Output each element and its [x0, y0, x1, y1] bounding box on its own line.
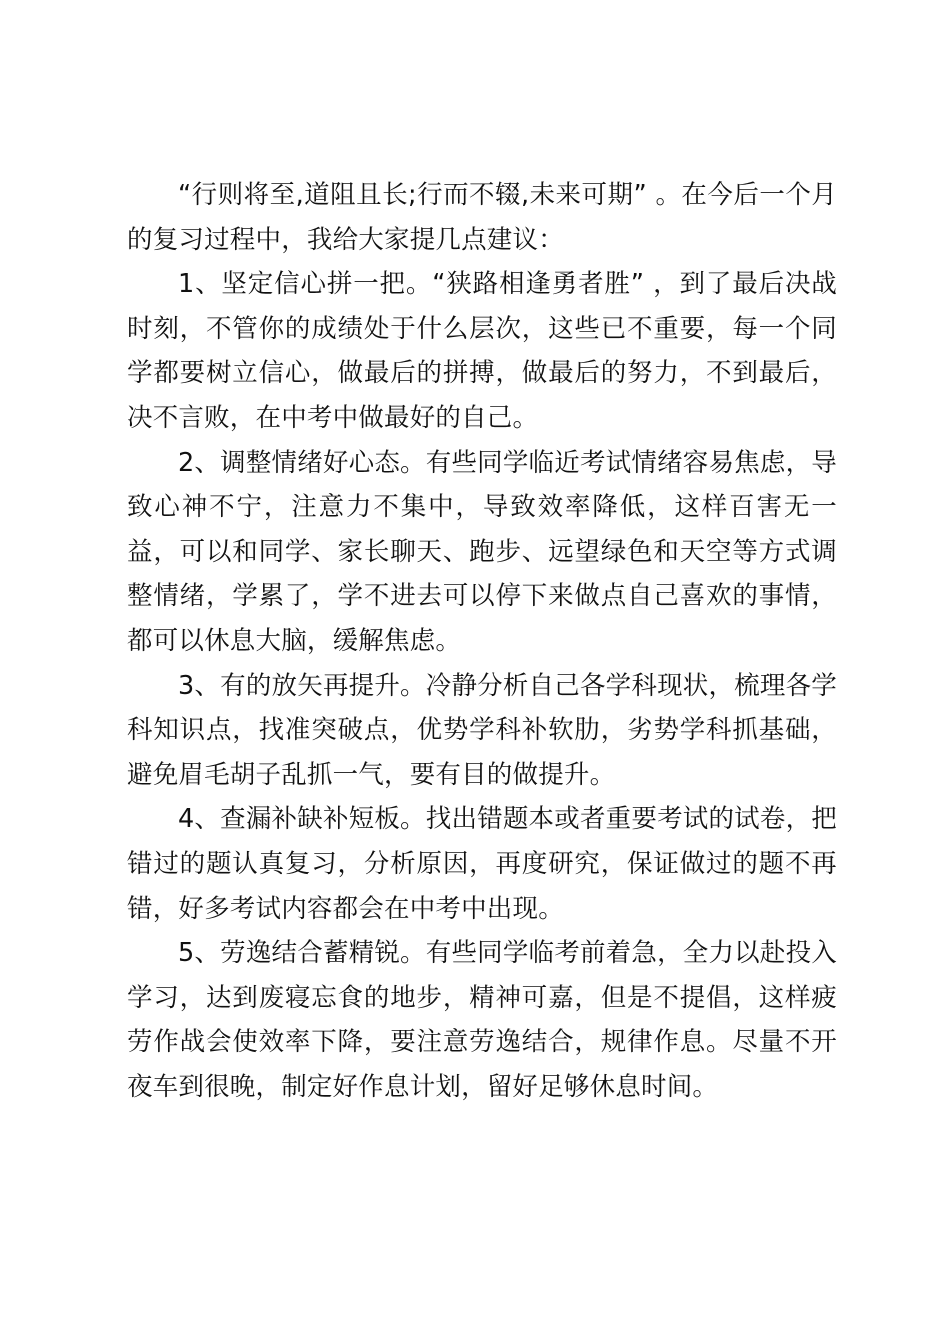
suggestion-1-paragraph: 1、坚定信心拼一把。“狭路相逢勇者胜” ，到了最后决战时刻，不管你的成绩处于什么层次，这些已不重要，每一个同学都要树立信心，做最后的拼搏，做最后的努力，不到最后，决不言败，在中考中做最好的自己。	[127, 269, 837, 433]
suggestion-4-paragraph: 4、查漏补缺补短板。找出错题本或者重要考试的试卷，把错过的题认真复习，分析原因，再度研究，保证做过的题不再错，好多考试内容都会在中考中出现。	[127, 804, 837, 924]
document-body	[127, 173, 837, 1109]
intro-paragraph: “行则将至,道阻且长;行而不辍,未来可期” 。在今后一个月的复习过程中，我给大家提几点建议：	[127, 180, 837, 255]
suggestion-3-paragraph: 3、有的放矢再提升。冷静分析自己各学科现状，梳理各学科知识点，找准突破点，优势学科补软肋，劣势学科抓基础，避免眉毛胡子乱抓一气，要有目的做提升。	[127, 670, 837, 790]
suggestion-2-paragraph: 2、调整情绪好心态。有些同学临近考试情绪容易焦虑，导致心神不宁，注意力不集中，导致效率降低，这样百害无一益，可以和同学、家长聊天、跑步、远望绿色和天空等方式调整情绪，学累了，学不进去可以停下来做点自己喜欢的事情，都可以休息大脑，缓解焦虑。	[127, 447, 837, 656]
suggestion-5-paragraph: 5、劳逸结合蓄精锐。有些同学临考前着急，全力以赴投入学习，达到废寝忘食的地步，精神可嘉，但是不提倡，这样疲劳作战会使效率下降，要注意劳逸结合，规律作息。尽量不开夜车到很晚，制定好作息计划，留好足够休息时间。	[127, 938, 837, 1102]
